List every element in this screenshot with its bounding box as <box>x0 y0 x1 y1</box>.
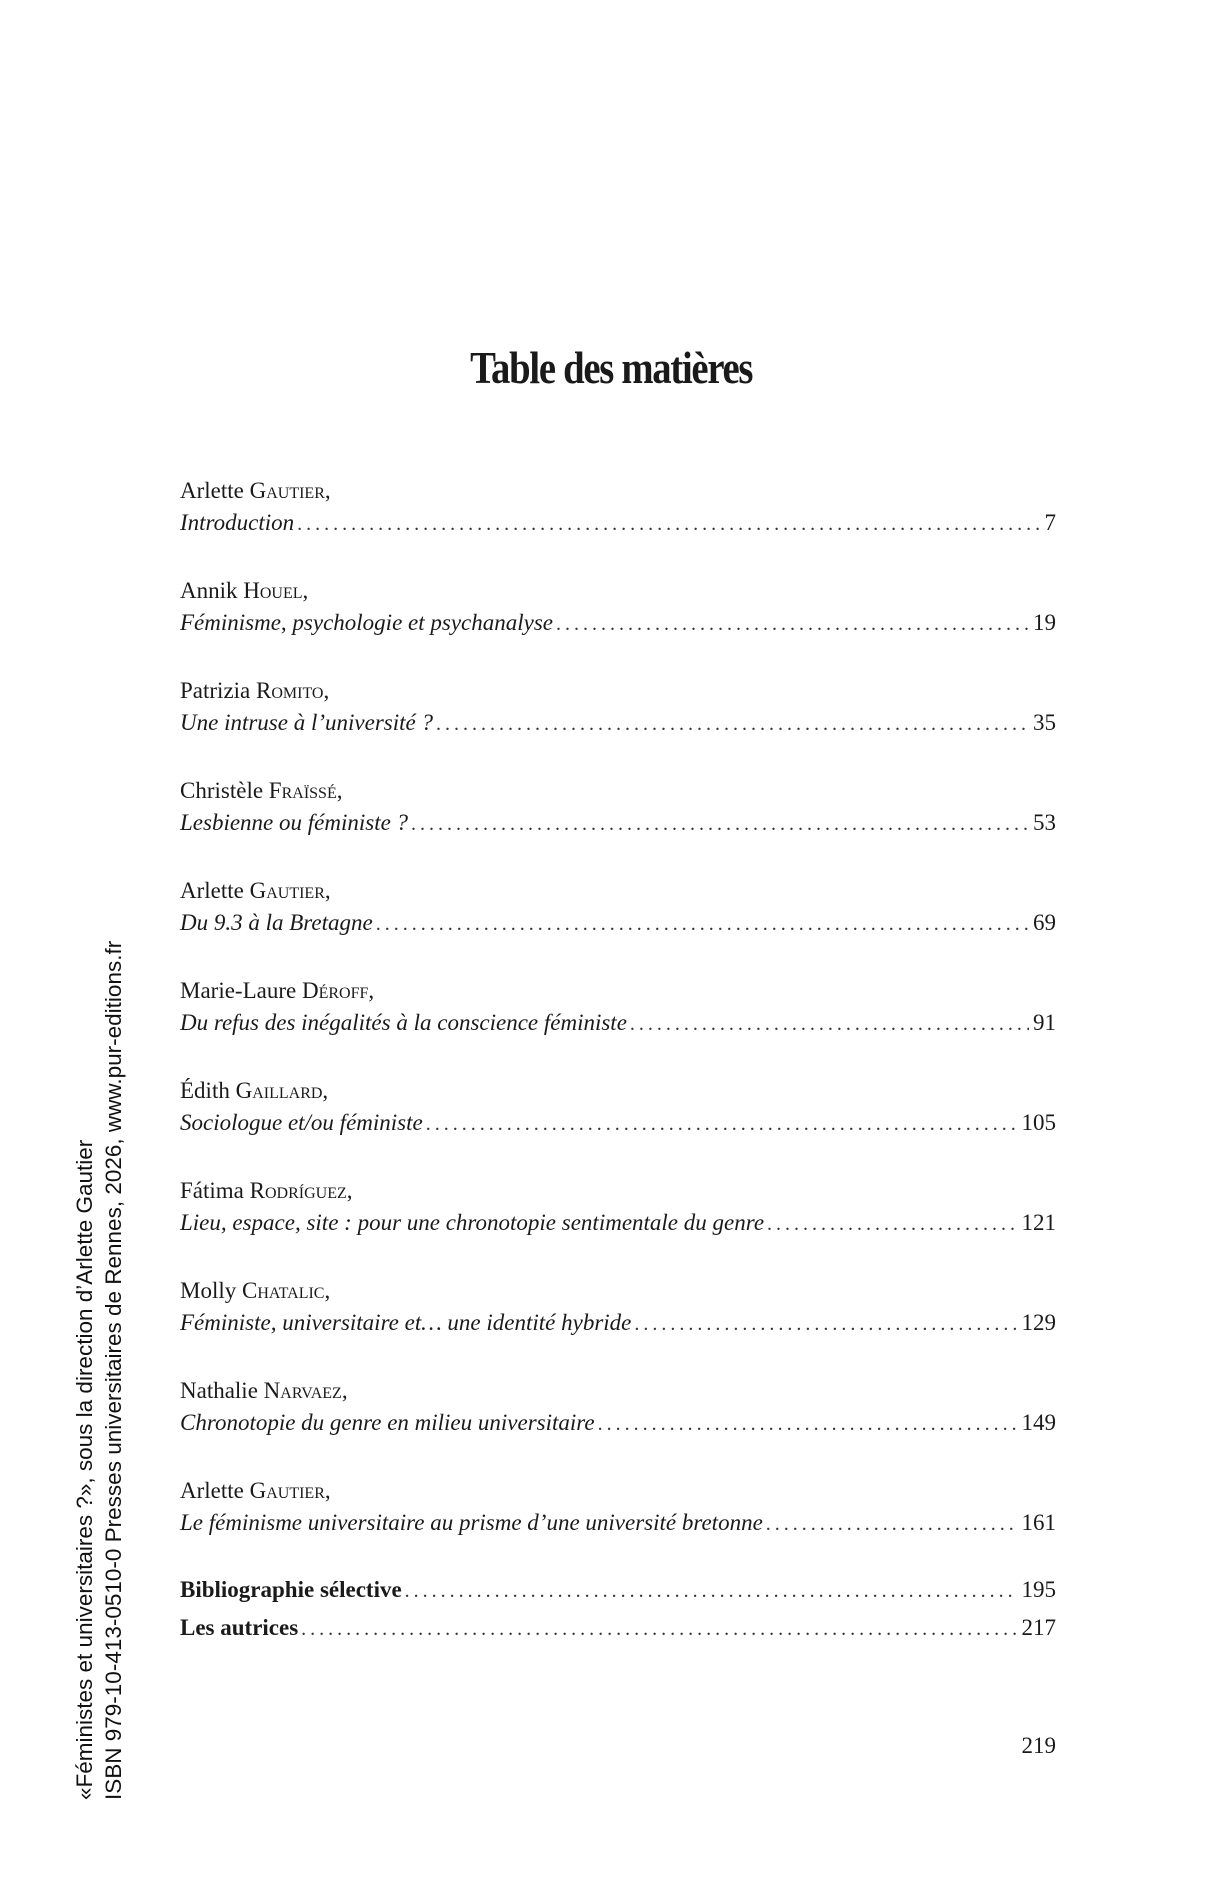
page-title: Table des matières <box>470 343 753 393</box>
leader-dots <box>376 908 1029 940</box>
leader-dots <box>598 1408 1018 1440</box>
toc-entry <box>180 475 1056 575</box>
entry-title-line <box>180 707 1056 739</box>
leader-dots <box>301 1610 1017 1648</box>
side-note-line-1: «Féministes et universitaires ?», sous la direction d’Arlette Gautier <box>72 1139 97 1800</box>
entry-title-line <box>180 1507 1056 1539</box>
entry-title-line <box>180 907 1056 939</box>
toc-entry <box>180 975 1056 1075</box>
leader-dots <box>405 1572 1018 1610</box>
entry-author <box>180 1375 1056 1407</box>
leader-dots <box>766 1508 1018 1540</box>
author-surname: Chatalic <box>241 1278 325 1303</box>
leader-dots <box>556 608 1029 640</box>
leader-dots <box>630 1008 1029 1040</box>
entry-title-line <box>180 1107 1056 1139</box>
author-separator: , <box>324 1278 331 1303</box>
author-first-name: Annik <box>180 578 238 603</box>
entry-title: Lesbienne ou féministe ? <box>180 810 409 835</box>
entry-page-number: 149 <box>1021 1410 1056 1435</box>
entry-page-number: 129 <box>1021 1310 1056 1335</box>
author-first-name: Molly <box>180 1278 237 1303</box>
entry-page-number: 53 <box>1033 810 1056 835</box>
toc-entry <box>180 575 1056 675</box>
toc-entries <box>180 475 1056 1575</box>
author-first-name: Fátima <box>180 1178 244 1203</box>
author-first-name: Arlette <box>180 1478 244 1503</box>
author-separator: , <box>341 1378 348 1403</box>
toc-authors <box>180 1609 1056 1647</box>
entry-page-number: 7 <box>1044 510 1056 535</box>
author-surname: Déroff <box>301 978 369 1003</box>
entry-title-line <box>180 607 1056 639</box>
entry-author <box>180 775 1056 807</box>
entry-title-line <box>180 807 1056 839</box>
page-number: 219 <box>1021 1733 1056 1758</box>
toc-entry <box>180 875 1056 975</box>
entry-title-line <box>180 1407 1056 1439</box>
entry-author <box>180 1475 1056 1507</box>
toc-entry <box>180 675 1056 775</box>
author-first-name: Christèle <box>180 778 264 803</box>
entry-title: Lieu, espace, site : pour une chronotopie sentimentale du genre <box>180 1210 765 1235</box>
author-first-name: Arlette <box>180 478 244 503</box>
authors-label: Les autrices <box>180 1615 299 1640</box>
entry-title: Le féminisme universitaire au prisme d’une université bretonne <box>180 1510 763 1535</box>
author-separator: , <box>323 678 330 703</box>
entry-title: Du refus des inégalités à la conscience féministe <box>180 1010 627 1035</box>
toc-entry <box>180 1175 1056 1275</box>
author-separator: , <box>302 578 309 603</box>
author-first-name: Patrizia <box>180 678 251 703</box>
author-separator: , <box>324 478 331 503</box>
entry-page-number: 69 <box>1033 910 1056 935</box>
entry-author <box>180 475 1056 507</box>
bibliography-label: Bibliographie sélective <box>180 1577 402 1602</box>
entry-page-number: 161 <box>1021 1510 1056 1535</box>
entry-title-line <box>180 507 1056 539</box>
author-surname: Gaillard <box>235 1078 323 1103</box>
side-note-line-2: ISBN 979-10-413-0510-0 Presses universitaires de Rennes, 2026, www.pur-editions.fr <box>101 940 126 1800</box>
authors-page: 217 <box>1021 1615 1056 1640</box>
toc-entry <box>180 1275 1056 1375</box>
toc-bibliography <box>180 1571 1056 1609</box>
author-separator: , <box>368 978 375 1003</box>
leader-dots <box>426 1108 1018 1140</box>
toc-entry <box>180 775 1056 875</box>
toc-entry <box>180 1375 1056 1475</box>
entry-author <box>180 1275 1056 1307</box>
entry-author <box>180 975 1056 1007</box>
leader-dots <box>297 508 1040 540</box>
author-surname: Narvaez <box>263 1378 342 1403</box>
author-separator: , <box>324 1478 331 1503</box>
toc-entry <box>180 1475 1056 1575</box>
author-surname: Fraïssé <box>268 778 337 803</box>
table-of-contents <box>180 475 1056 1647</box>
leader-dots <box>634 1308 1017 1340</box>
entry-page-number: 121 <box>1021 1210 1056 1235</box>
entry-title: Chronotopie du genre en milieu universitaire <box>180 1410 595 1435</box>
entry-page-number: 35 <box>1033 710 1056 735</box>
entry-page-number: 105 <box>1021 1110 1056 1135</box>
author-first-name: Édith <box>180 1078 230 1103</box>
leader-dots <box>411 808 1029 840</box>
leader-dots <box>767 1208 1017 1240</box>
author-first-name: Marie-Laure <box>180 978 297 1003</box>
entry-page-number: 91 <box>1033 1010 1056 1035</box>
entry-title: Introduction <box>180 510 295 535</box>
entry-author <box>180 575 1056 607</box>
author-surname: Romito <box>256 678 324 703</box>
entry-author <box>180 875 1056 907</box>
entry-title: Une intruse à l’université ? <box>180 710 433 735</box>
copyright-side-note <box>70 710 130 1800</box>
author-surname: Houel <box>243 578 303 603</box>
entry-author <box>180 675 1056 707</box>
entry-title-line <box>180 1307 1056 1339</box>
bibliography-page: 195 <box>1021 1577 1056 1602</box>
entry-title: Sociologue et/ou féministe <box>180 1110 423 1135</box>
author-separator: , <box>322 1078 329 1103</box>
author-separator: , <box>336 778 343 803</box>
author-surname: Gautier <box>249 878 325 903</box>
entry-page-number: 19 <box>1033 610 1056 635</box>
entry-author <box>180 1175 1056 1207</box>
entry-title-line <box>180 1007 1056 1039</box>
author-surname: Gautier <box>249 1478 325 1503</box>
entry-title-line <box>180 1207 1056 1239</box>
entry-title: Du 9.3 à la Bretagne <box>180 910 373 935</box>
author-separator: , <box>324 878 331 903</box>
author-surname: Rodríguez <box>249 1178 347 1203</box>
author-first-name: Nathalie <box>180 1378 258 1403</box>
toc-entry <box>180 1075 1056 1175</box>
leader-dots <box>436 708 1029 740</box>
author-first-name: Arlette <box>180 878 244 903</box>
entry-author <box>180 1075 1056 1107</box>
toc-back-matter <box>180 1571 1056 1647</box>
entry-title: Féminisme, psychologie et psychanalyse <box>180 610 553 635</box>
author-separator: , <box>346 1178 353 1203</box>
entry-title: Féministe, universitaire et… une identité hybride <box>180 1310 632 1335</box>
author-surname: Gautier <box>249 478 325 503</box>
